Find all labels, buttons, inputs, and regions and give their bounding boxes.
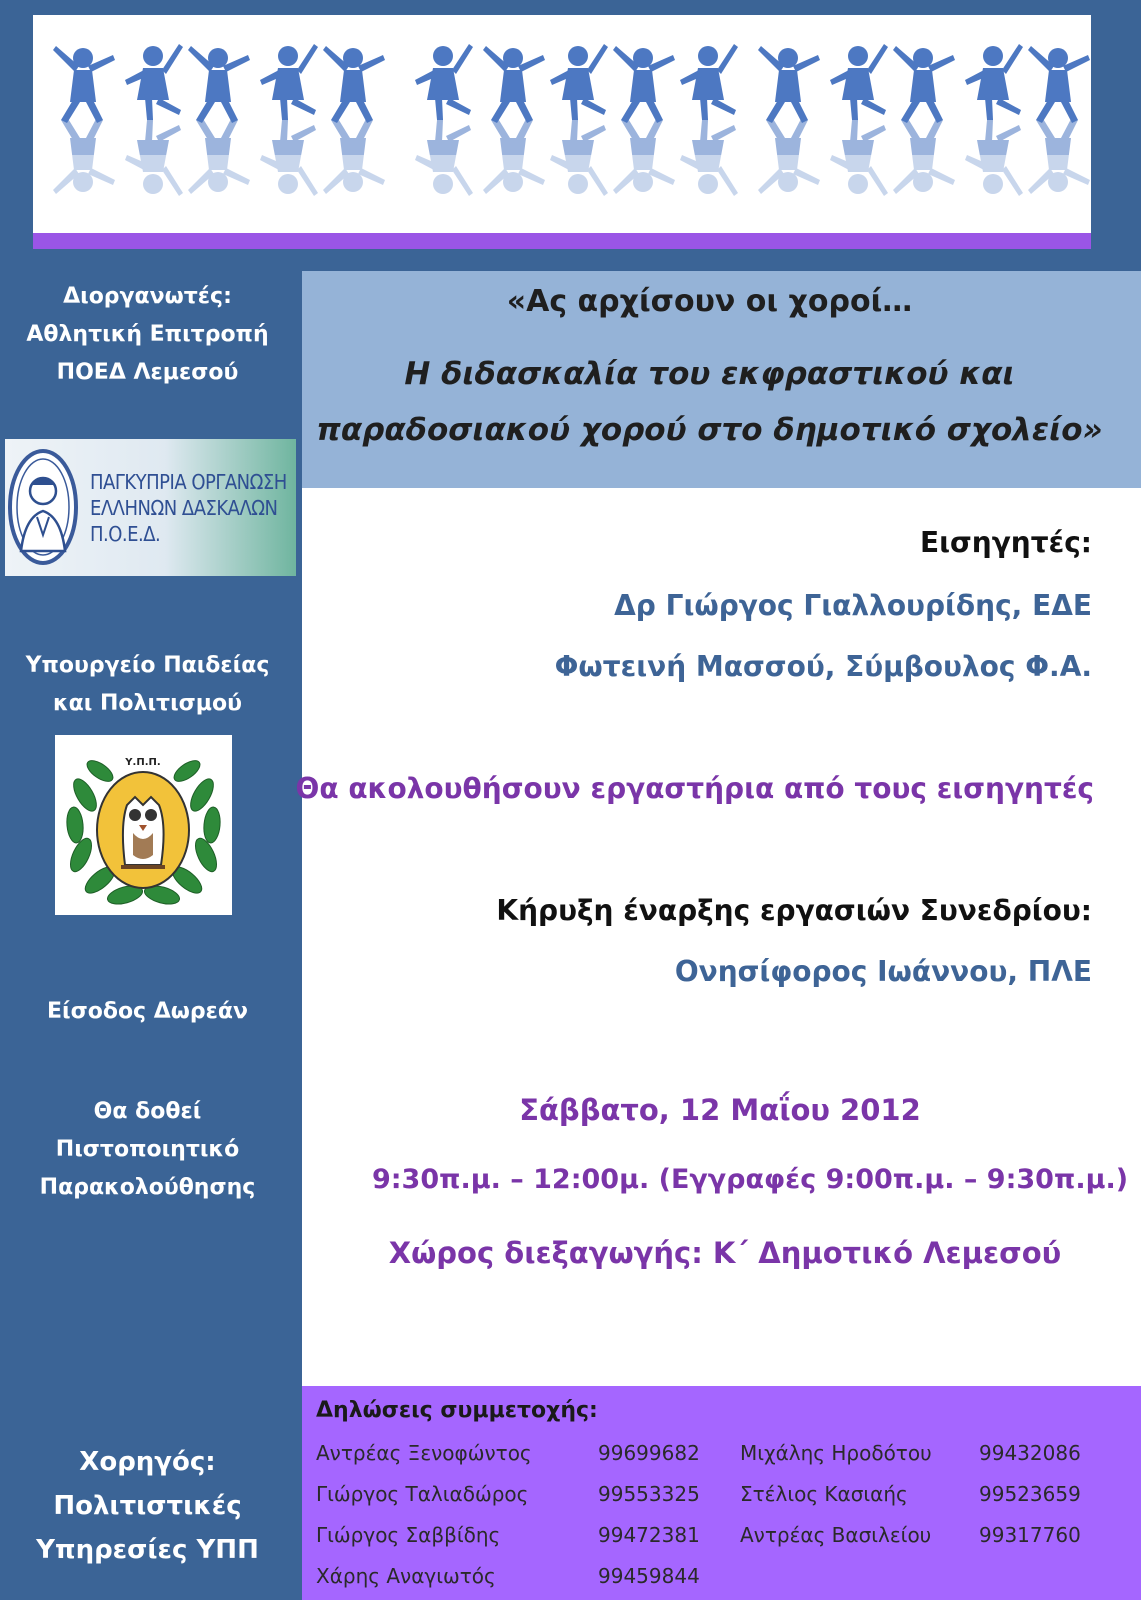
banner-accent-strip [33,233,1091,249]
organizers-line1: Αθλητική Επιτροπή [26,322,269,347]
contact-name: Αντρέας Βασιλείου [740,1523,932,1547]
contact-name: Χάρης Αναγιωτός [316,1564,496,1588]
ypp-logo [55,735,232,915]
poed-logo [5,439,296,576]
ministry-line2: και Πολιτισμού [53,691,242,716]
title-line3: παραδοσιακού χορού στο δημοτικό σχολείο» [316,412,1103,448]
poed-logo-line2: ΕΛΛΗΝΩΝ ΔΑΣΚΑΛΩΝ [90,496,278,520]
organizers-line2: ΠΟΕΔ Λεμεσού [56,360,239,385]
contacts-title: Δηλώσεις συμμετοχής: [316,1398,598,1423]
contact-phone: 99472381 [598,1523,700,1547]
sponsor-line2: Υπηρεσίες ΥΠΠ [36,1535,259,1565]
poed-portrait-icon [5,439,85,576]
contact-phone: 99523659 [979,1482,1081,1506]
opening-label: Κήρυξη έναρξης εργασιών Συνεδρίου: [496,894,1092,927]
event-date: Σάββατο, 12 Μαΐου 2012 [519,1093,921,1127]
title-line1: «Ας αρχίσουν οι χοροί… [506,284,913,319]
dancing-children-banner [33,15,1091,233]
poed-logo-line3: Π.Ο.Ε.Δ. [90,522,161,546]
certificate-line3: Παρακολούθησης [39,1175,256,1200]
free-entry-text: Είσοδος Δωρεάν [46,999,249,1024]
dancing-children-illustration [33,15,1091,233]
contact-phone: 99699682 [598,1441,700,1465]
sponsor-block [0,1440,295,1572]
organizers-label: Διοργανωτές: [63,284,232,309]
organizers-block [0,278,295,392]
free-entry [0,993,295,1031]
contact-phone: 99459844 [598,1564,700,1588]
poed-logo-line1: ΠΑΓΚΥΠΡΙΑ ΟΡΓΑΝΩΣΗ [90,470,287,494]
contact-name: Αντρέας Ξενοφώντος [316,1441,532,1465]
contact-name: Γιώργος Σαββίδης [316,1523,501,1547]
registration-contacts [302,1386,1141,1600]
contact-name: Γιώργος Ταλιαδώρος [316,1482,529,1506]
certificate-line2: Πιστοποιητικό [55,1137,240,1162]
speakers-label: Εισηγητές: [919,526,1092,559]
speaker-1: Δρ Γιώργος Γιαλλουρίδης, ΕΔΕ [614,589,1092,622]
contact-phone: 99553325 [598,1482,700,1506]
ministry-line1: Υπουργείο Παιδείας [25,653,270,678]
certificate-block [0,1093,295,1207]
event-time: 9:30π.μ. – 12:00μ. (Εγγραφές 9:00π.μ. – 9:30π.μ.) [371,1164,1129,1195]
ministry-block [0,647,295,723]
certificate-line1: Θα δοθεί [93,1099,202,1124]
ypp-owl-wreath-icon [55,735,232,915]
contact-phone: 99317760 [979,1523,1081,1547]
contact-name: Στέλιος Κασιαής [740,1482,908,1506]
contact-phone: 99432086 [979,1441,1081,1465]
poed-logo-text [90,469,287,547]
event-venue: Χώρος διεξαγωγής: Κ΄ Δημοτικό Λεμεσού [388,1236,1062,1270]
sponsor-label: Χορηγός: [79,1447,216,1477]
opening-speaker: Ονησίφορος Ιωάννου, ΠΛΕ [674,955,1092,988]
sponsor-line1: Πολιτιστικές [53,1491,242,1521]
workshops-note: Θα ακολουθήσουν εργαστήρια από τους εισηγητές [295,772,1094,805]
ypp-logo-text: Υ.Π.Π. [125,757,161,768]
contact-name: Μιχάλης Ηροδότου [740,1441,932,1465]
speaker-2: Φωτεινή Μασσού, Σύμβουλος Φ.Α. [554,650,1092,683]
title-line2: Η διδασκαλία του εκφραστικού και [404,356,1015,392]
